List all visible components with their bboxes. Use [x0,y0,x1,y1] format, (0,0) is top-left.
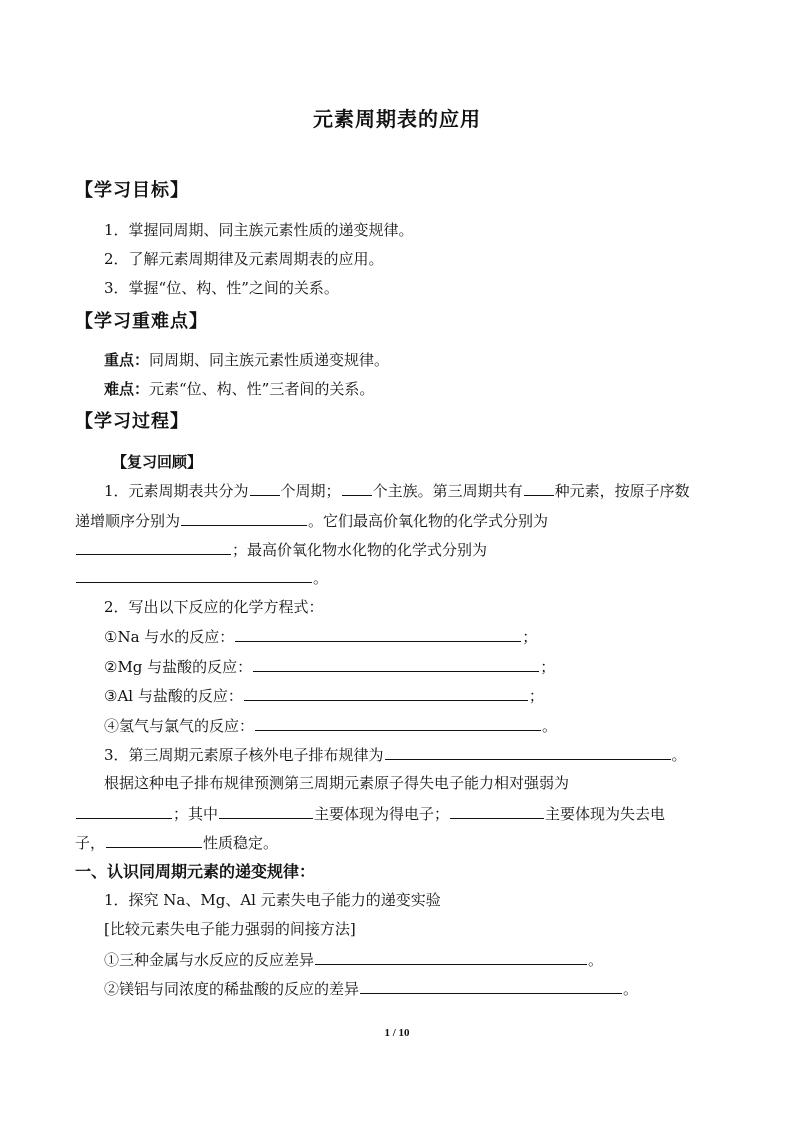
part1-line3 [104,949,603,970]
key-text: 同周期、同主族元素性质递变规律。 [149,351,390,369]
q2-reaction-4 [104,715,557,736]
blank-field[interactable] [524,480,554,496]
part1-l4-text: ②镁铝与同浓度的稀盐酸的反应的差异 [104,980,360,998]
q3-line4 [75,832,278,853]
blank-field[interactable] [235,626,521,642]
goal-item: 3．掌握“位、构、性”之间的关系。 [104,279,339,297]
blank-field[interactable] [360,978,622,994]
q1-text-c: 个主族。第三周期共有 [372,482,523,500]
q1-line4 [75,567,328,588]
blank-field[interactable] [250,480,280,496]
q2-semicolon: ； [522,628,538,646]
q1-text-h: 。 [313,569,329,587]
q3-text-b: 。 [671,746,687,764]
page-number: 1 / 10 [384,1027,410,1039]
q1-text-e: 递增顺序分别为 [75,512,181,530]
page-title: 元素周期表的应用 [313,107,481,131]
q1-text-f: 。它们最高价氧化物的化学式分别为 [308,512,549,530]
q3-line3 [75,803,665,824]
q1-line3 [75,539,487,560]
q1-line1 [104,480,690,501]
goal-item: 2．了解元素周期律及元素周期表的应用。 [104,250,384,268]
part1-period: 。 [623,980,639,998]
part1-l3-text: ①三种金属与水反应的反应差异 [104,951,315,969]
key-point-line [104,350,389,370]
part1-line2: [比较元素失电子能力强弱的间接方法] [104,920,356,938]
hard-point-line [104,379,374,399]
hard-text: 元素“位、构、性”三者间的关系。 [149,380,375,398]
q3-text-g: 子， [75,834,106,852]
part1-line1: 1．探究 Na、Mg、Al 元素失电子能力的递变实验 [104,891,441,909]
q3-text-d: ；其中 [173,805,219,823]
q2-reaction-3 [104,685,544,706]
q3-text-h: 性质稳定。 [203,834,279,852]
blank-field[interactable] [181,510,307,526]
q3-text-a: 3．第三周期元素原子核外电子排布规律为 [104,746,384,764]
blank-field[interactable] [106,832,202,848]
blank-field[interactable] [76,539,231,555]
q1-text-d: 种元素，按原子序数 [554,482,690,500]
part1-line4 [104,978,638,999]
q2-reaction-1 [104,626,537,647]
part1-heading: 一、认识同周期元素的递变规律： [75,862,316,881]
blank-field[interactable] [255,715,541,731]
q2-r2-text: ②Mg 与盐酸的反应： [104,658,253,676]
q1-line2 [75,510,548,531]
blank-field[interactable] [76,803,172,819]
blank-field[interactable] [342,480,372,496]
q3-text-f: 主要体现为失去电 [545,805,666,823]
review-heading: 【复习回顾】 [112,453,203,471]
section-key-heading: 【学习重难点】 [75,311,208,332]
key-label: 重点： [104,351,150,369]
blank-field[interactable] [253,656,539,672]
q1-text-g: ；最高价氧化物水化物的化学式分别为 [232,541,488,559]
part1-period: 。 [588,951,604,969]
q3-text-e: 主要体现为得电子； [314,805,450,823]
q3-line2: 根据这种电子排布规律预测第三周期元素原子得失电子能力相对强弱为 [104,774,570,792]
goal-item: 1．掌握同周期、同主族元素性质的递变规律。 [104,221,414,239]
q2-r3-text: ③Al 与盐酸的反应： [104,687,243,705]
blank-field[interactable] [450,803,544,819]
blank-field[interactable] [315,949,587,965]
q1-text-a: 1．元素周期表共分为 [104,482,249,500]
q1-text-b: 个周期； [280,482,341,500]
blank-field[interactable] [385,744,671,760]
q2-period: 。 [542,717,558,735]
q2-semicolon: ； [528,687,544,705]
q2-intro: 2．写出以下反应的化学方程式： [104,598,324,616]
section-process-heading: 【学习过程】 [75,411,189,432]
q2-semicolon: ； [540,658,556,676]
q2-reaction-2 [104,656,555,677]
blank-field[interactable] [76,567,312,583]
q2-r1-text: ①Na 与水的反应： [104,628,235,646]
blank-field[interactable] [219,803,313,819]
blank-field[interactable] [244,685,528,701]
section-goals-heading: 【学习目标】 [75,180,189,201]
hard-label: 难点： [104,380,150,398]
q3-line1 [104,744,687,765]
q2-r4-text: ④氢气与氯气的反应： [104,717,255,735]
